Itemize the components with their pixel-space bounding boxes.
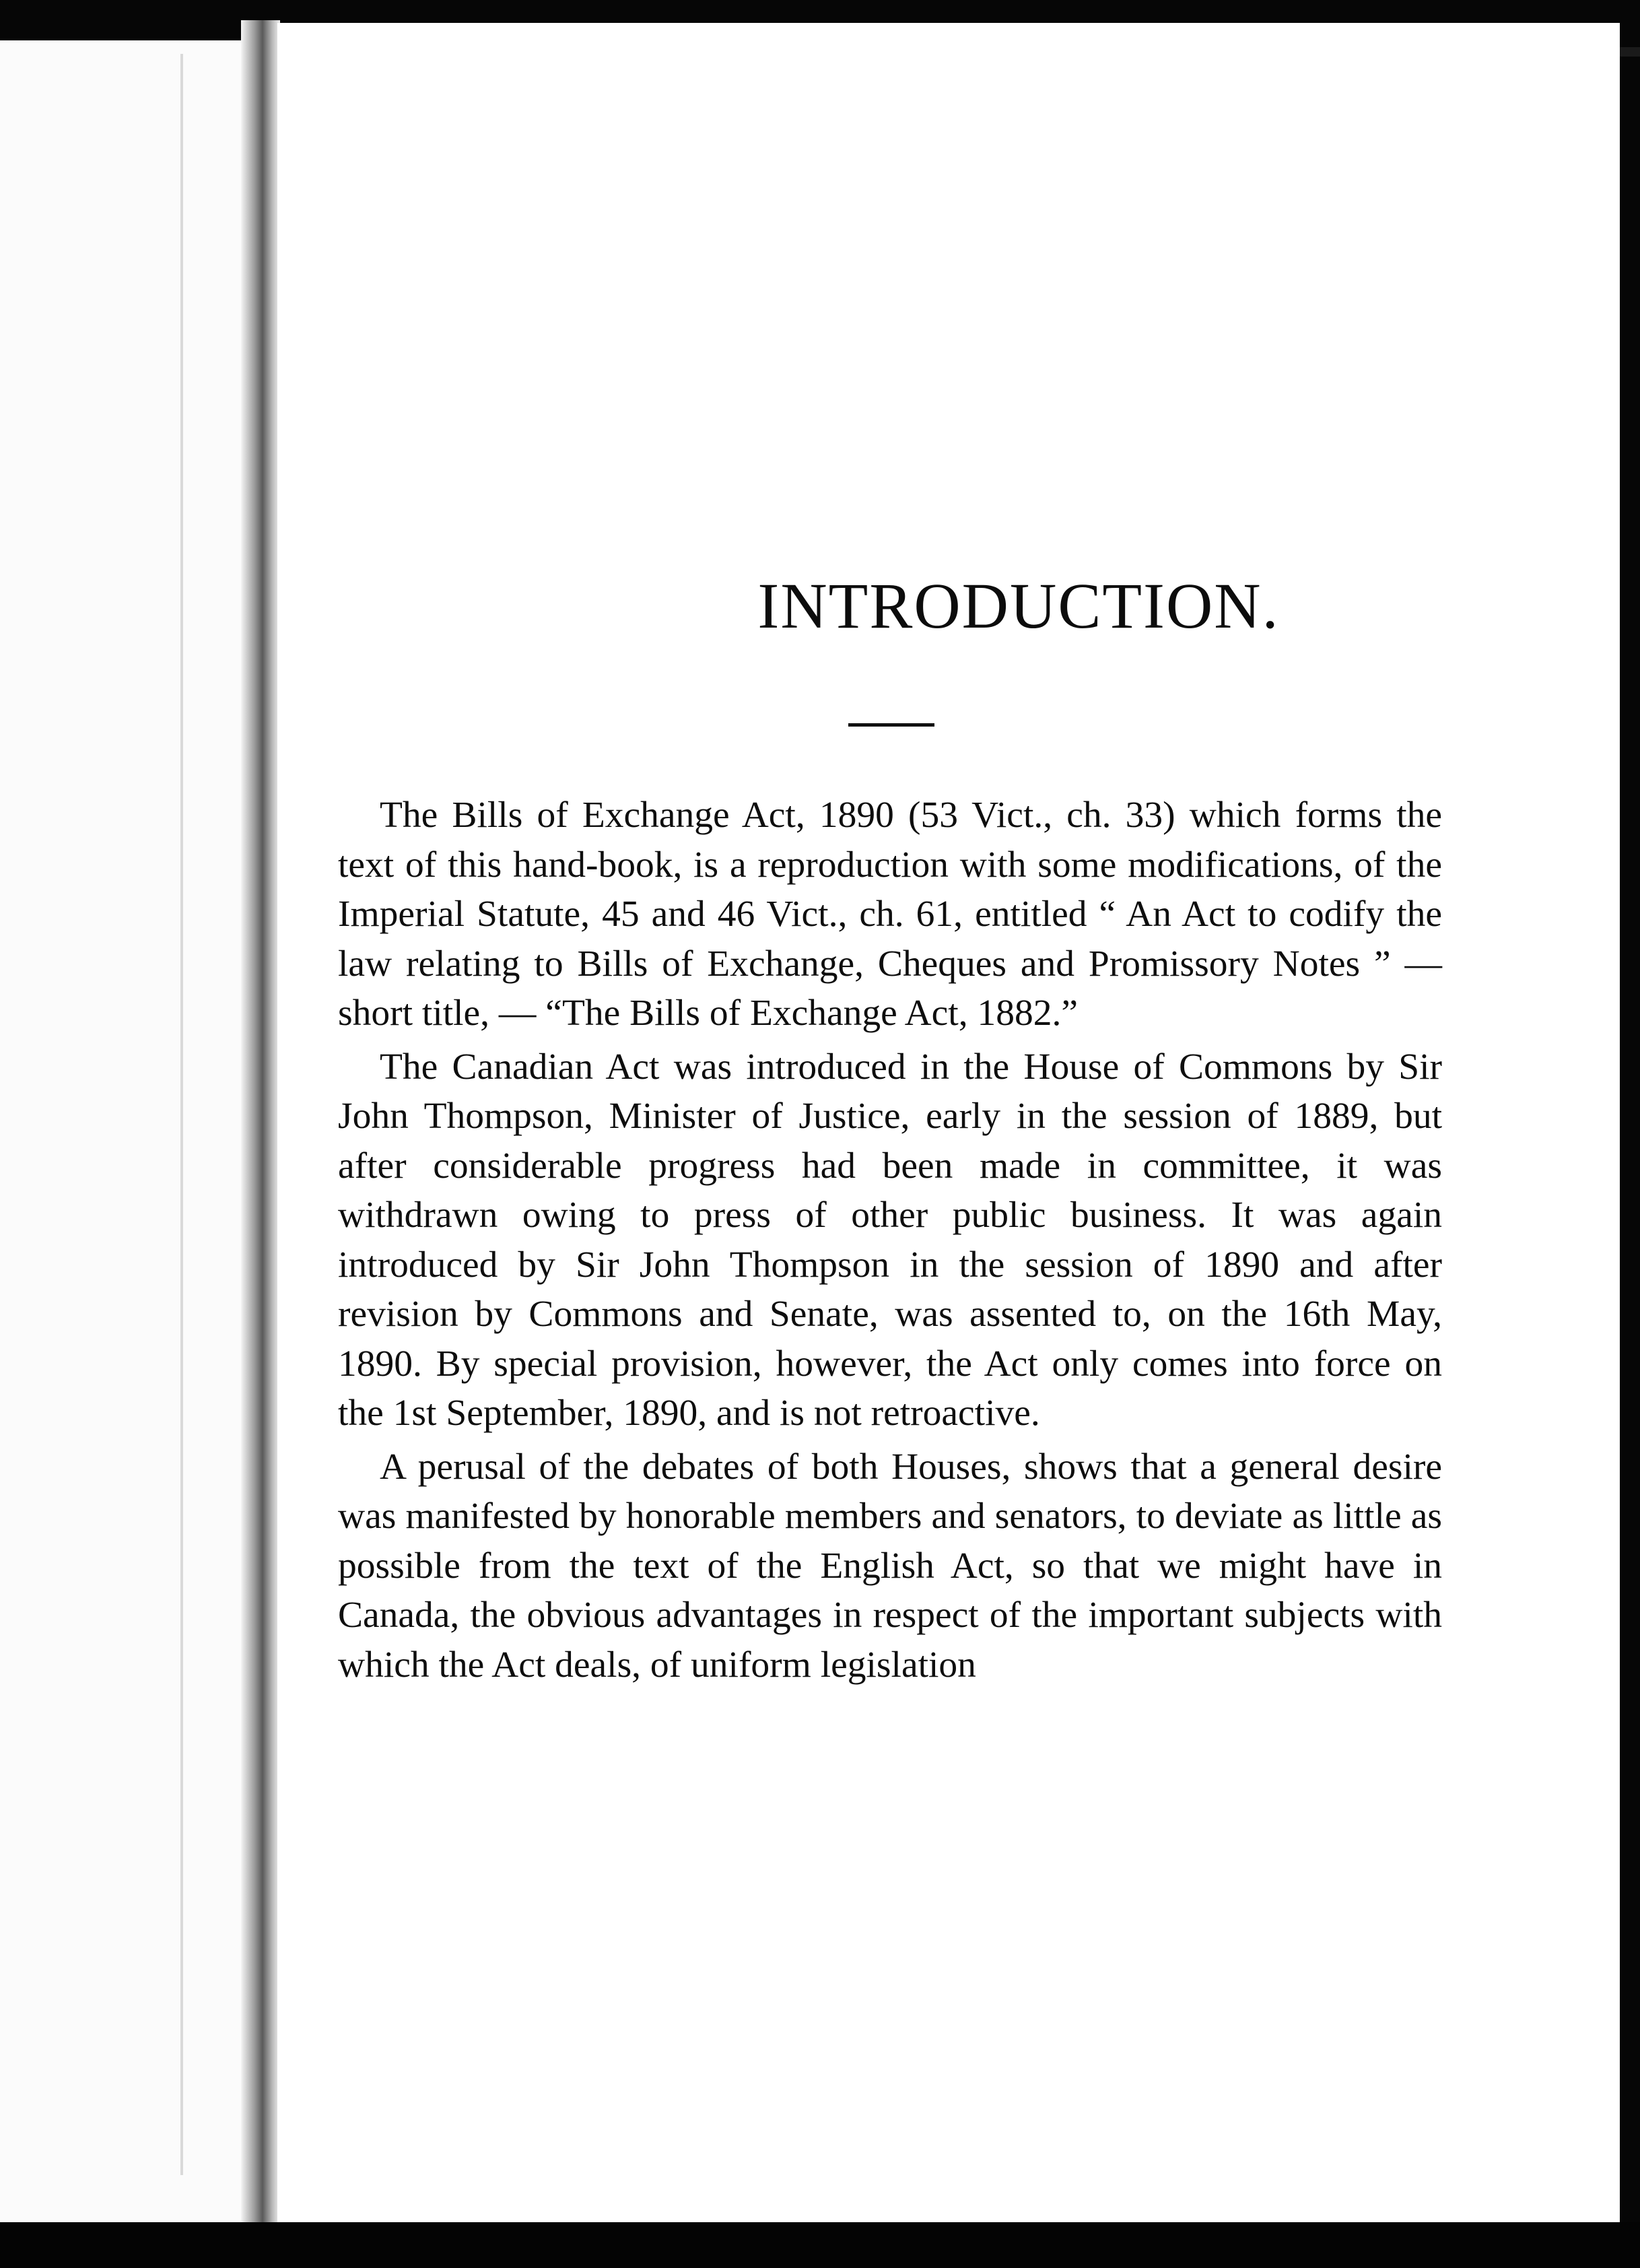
page-title: INTRODUCTION. xyxy=(757,570,1280,642)
paragraph: The Bills of Exchange Act, 1890 (53 Vict., ch. 33) which forms the text of this hand-book, is a reproduction with some modifications, of the Imperial Statute, 45 and 46 Vict., ch. 61, entitled “ An Act to codify the law relating to Bills of Exchange, Cheques and Promissory Notes ” —short title, — “The Bills of Exchange Act, 1882.” xyxy=(338,795,1442,1034)
title-divider xyxy=(848,723,934,727)
body-text xyxy=(338,791,1442,1694)
scan-bottom-border xyxy=(0,2222,1640,2268)
left-page-edge xyxy=(0,40,266,2229)
book-gutter xyxy=(241,20,280,2236)
left-page-shadow-line xyxy=(180,54,183,2175)
book-page xyxy=(277,23,1620,2225)
paragraph: The Canadian Act was introduced in the House of Commons by Sir John Thompson, Minister of Justice, early in the session of 1889, but after considerable progress had been made in committee, it was withdrawn owing to press of other public business. It was again introduced by Sir John Thompson in the session of 1890 and after revision by Commons and Senate, was assented to, on the 16th May, 1890. By special provision, however, the Act only comes into force on the 1st September, 1890, and is not retroactive. xyxy=(338,1046,1442,1434)
paragraph: A perusal of the debates of both Houses, shows that a general desire was manifested by honorable members and senators, to deviate as little as possible from the text of the English Act, so that we might have in Canada, the obvious advantages in respect of the important subjects with which the Act deals, of uniform legislation xyxy=(338,1446,1442,1686)
